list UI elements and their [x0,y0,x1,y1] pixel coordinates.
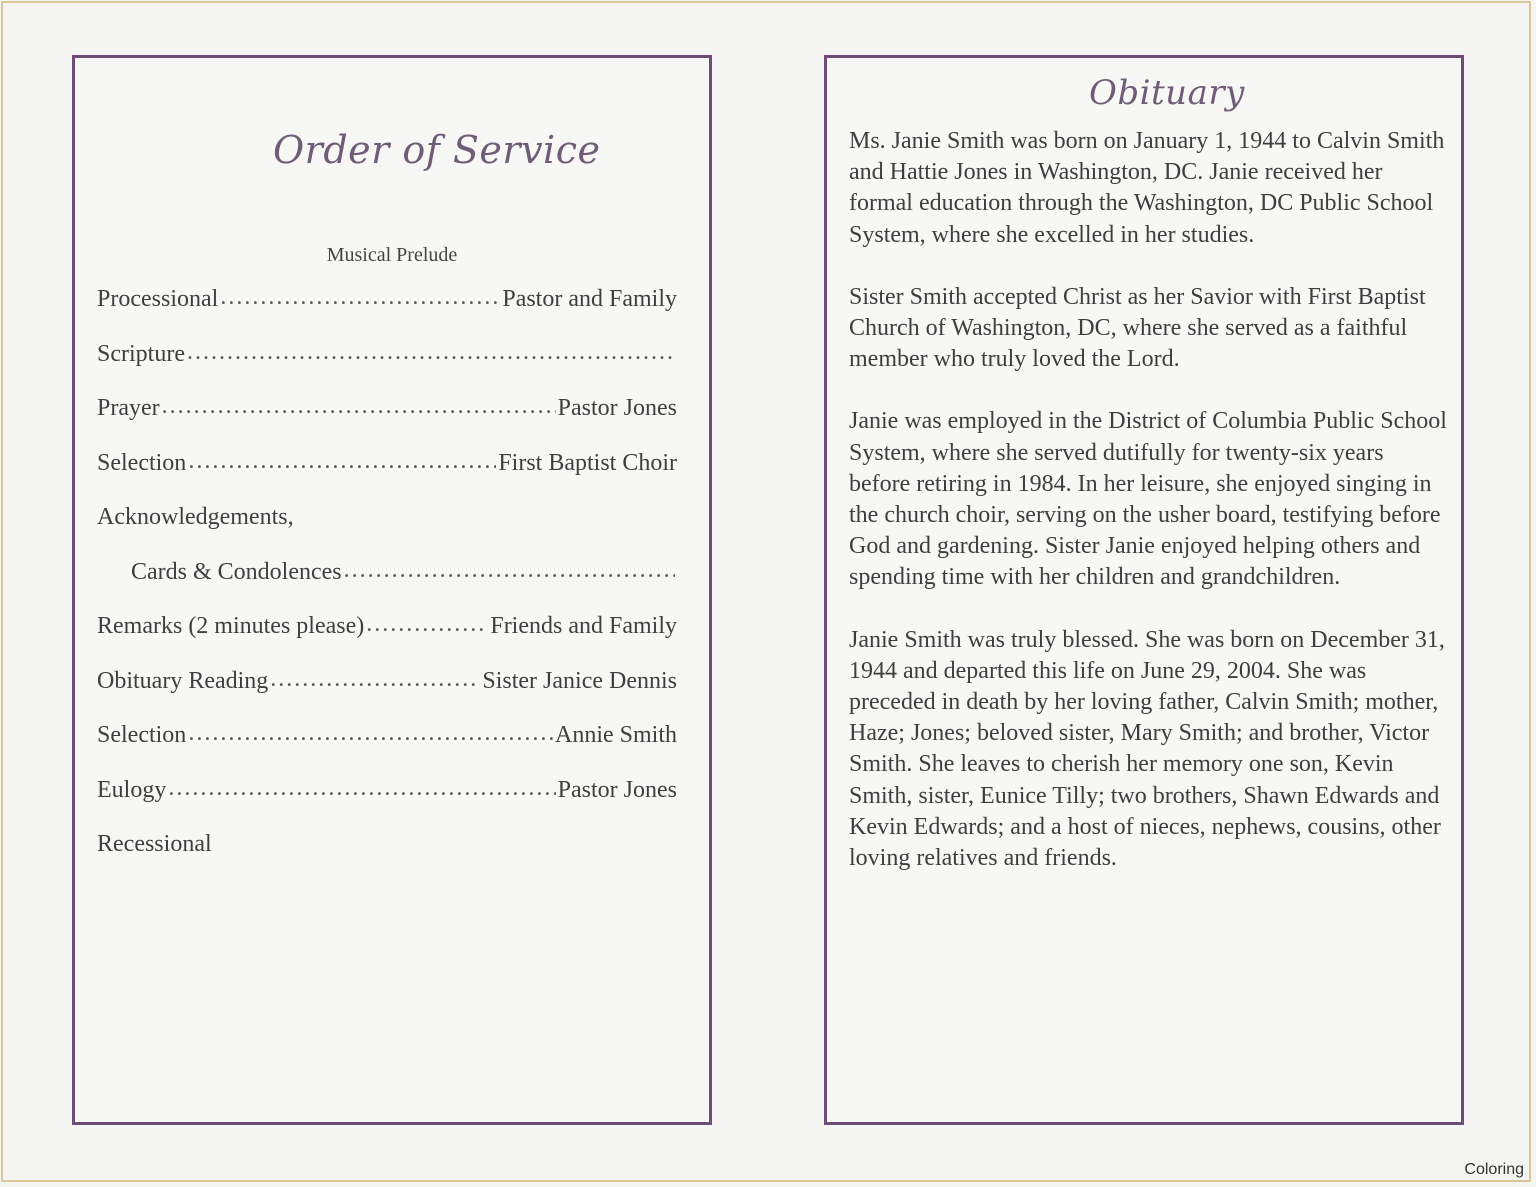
obituary-body [849,126,1449,905]
service-item-label: Remarks (2 minutes please) [97,613,365,639]
service-item-value: Pastor Jones [557,395,677,421]
service-item-label: Recessional [97,831,212,857]
service-item-label: Processional [97,286,219,312]
service-item [97,341,677,368]
service-item [97,777,677,804]
service-item [97,504,677,531]
dot-leader [220,284,500,311]
dot-leader [188,448,496,475]
musical-prelude-heading: Musical Prelude [326,244,458,266]
obituary-title: Obituary [1089,73,1245,113]
service-item-value: Pastor and Family [502,286,677,312]
service-item-label: Selection [97,449,187,476]
service-item [131,559,677,586]
order-of-service-title: Order of Service [273,128,601,172]
dot-leader [366,611,488,638]
dot-leader [168,775,555,802]
service-item-value: First Baptist Choir [498,449,677,476]
service-item [97,395,677,422]
obituary-paragraph: Janie was employed in the District of Columbia Public School System, where she served dutifully for twenty-six years before retiring in 1984. In her leisure, she enjoyed singing in the church choir, serving on the usher board, testifying before God and gardening. Sister Janie enjoyed helping others and spending time with her children and grandchildren. [849,408,1447,591]
service-item-label: Acknowledgements, [97,504,294,530]
service-item-value: Annie Smith [554,722,677,748]
obituary-paragraph: Janie Smith was truly blessed. She was born on December 31, 1944 and departed this life on June 29, 2004. She was preceded in death by her loving father, Calvin Smith; mother, Haze; Jones; beloved sister, Mary Smith; and brother, Victor Smith. She leaves to cherish her memory one son, Kevin Smith, sister, Eunice Tilly; two brothers, Shawn Edwards and Kevin Edwards; and a host of nieces, nephews, cousins, other loving relatives and friends. [849,626,1445,872]
service-item-label: Obituary Reading [97,667,269,694]
service-item [97,286,677,313]
service-item [97,831,677,858]
obituary-paragraph: Ms. Janie Smith was born on January 1, 1944 to Calvin Smith and Hattie Jones in Washington, DC. Janie received her formal education through the Washington, DC Public School System, where she excelled in her studies. [849,128,1445,248]
dot-leader [270,666,480,693]
obituary-panel [824,55,1464,1125]
watermark-text: Coloring [1464,1161,1524,1178]
dot-leader [188,720,553,747]
dot-leader [344,557,675,584]
service-item-label: Scripture [97,340,185,367]
dot-leader [187,339,675,366]
service-item-label: Selection [97,722,187,748]
service-item-label: Eulogy [97,776,167,803]
service-item-value: Pastor Jones [557,776,677,803]
service-item-value: Friends and Family [490,613,677,639]
service-item [97,668,677,695]
dot-leader [162,393,556,420]
service-item [97,613,677,640]
service-item [97,722,677,749]
obituary-paragraph: Sister Smith accepted Christ as her Savior with First Baptist Church of Washington, DC, where she served as a faithful member who truly loved the Lord. [849,283,1426,373]
service-item [97,450,677,477]
service-item-label: Prayer [97,395,160,421]
service-item-value: Sister Janice Dennis [482,667,677,694]
service-item-label: Cards & Condolences [131,558,342,585]
order-of-service-panel [72,55,712,1125]
